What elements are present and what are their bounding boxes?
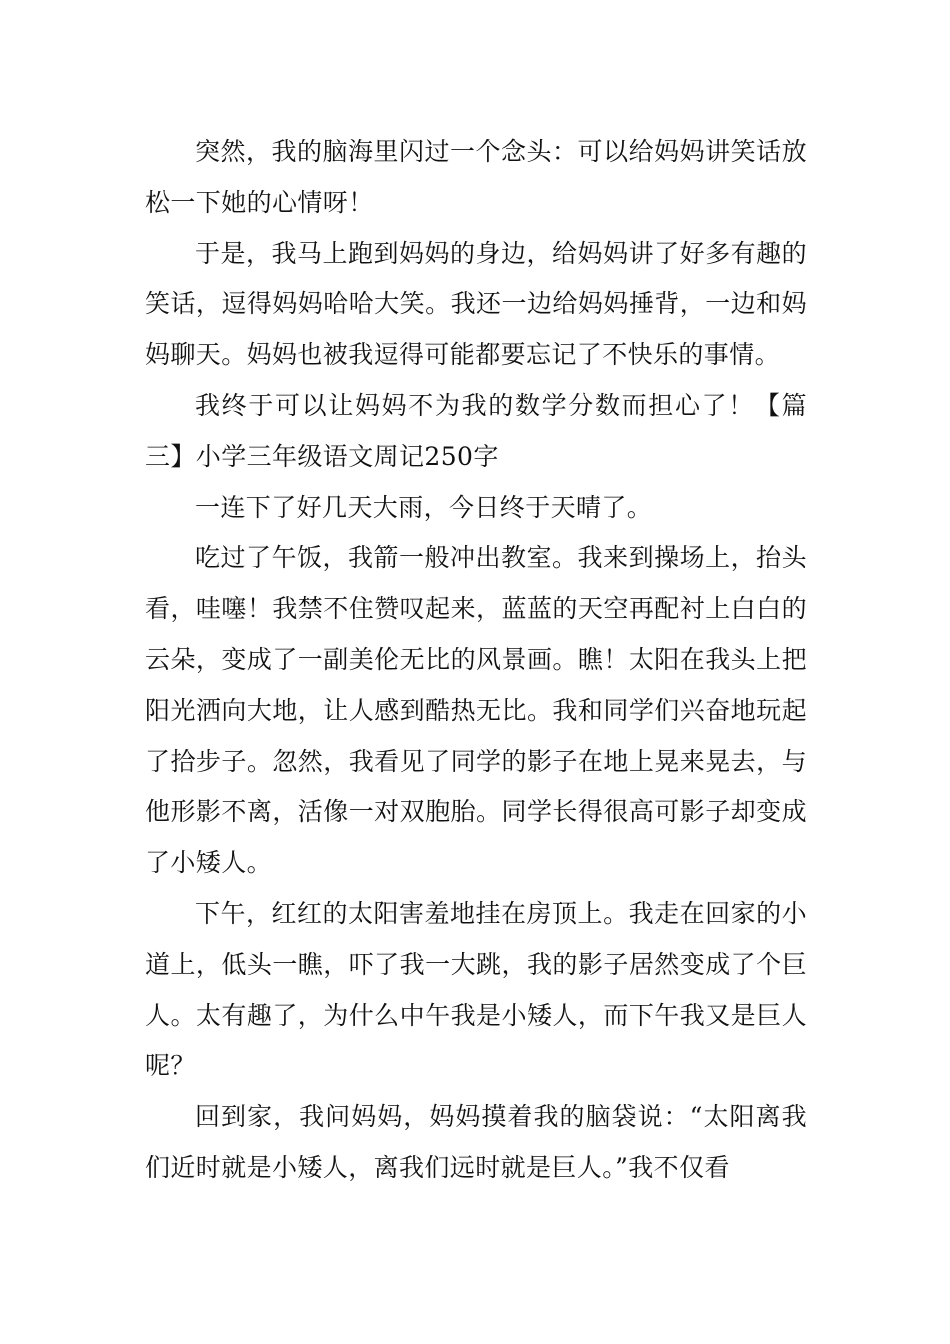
paragraph: 于是，我马上跑到妈妈的身边，给妈妈讲了好多有趣的笑话，逗得妈妈哈哈大笑。我还一边给妈妈捶背，一边和妈妈聊天。妈妈也被我逗得可能都要忘记了不快乐的事情。: [145, 238, 807, 370]
paragraph: 回到家，我问妈妈，妈妈摸着我的脑袋说：“太阳离我们近时就是小矮人，离我们远时就是巨人。”我不仅看: [145, 1102, 807, 1182]
paragraph: 我终于可以让妈妈不为我的数学分数而担心了！【篇三】小学三年级语文周记250字: [145, 390, 807, 471]
document-body: [145, 127, 807, 1194]
paragraph: 下午，红红的太阳害羞地挂在房顶上。我走在回家的小道上，低头一瞧，吓了我一大跳，我的影子居然变成了个巨人。太有趣了，为什么中午我是小矮人，而下午我又是巨人呢？: [145, 898, 807, 1081]
paragraph: 一连下了好几天大雨，今日终于天晴了。: [195, 492, 653, 522]
paragraph: 突然，我的脑海里闪过一个念头：可以给妈妈讲笑话放松一下她的心情呀！: [145, 137, 807, 217]
paragraph: 吃过了午饭，我箭一般冲出教室。我来到操场上，抬头看，哇噻！我禁不住赞叹起来，蓝蓝的天空再配衬上白白的云朵，变成了一副美伦无比的风景画。瞧！太阳在我头上把阳光洒向大地，让人感到酷热无比。我和同学们兴奋地玩起了拾步子。忽然，我看见了同学的影子在地上晃来晃去，与他形影不离，活像一对双胞胎。同学长得很高可影子却变成了小矮人。: [145, 543, 807, 878]
